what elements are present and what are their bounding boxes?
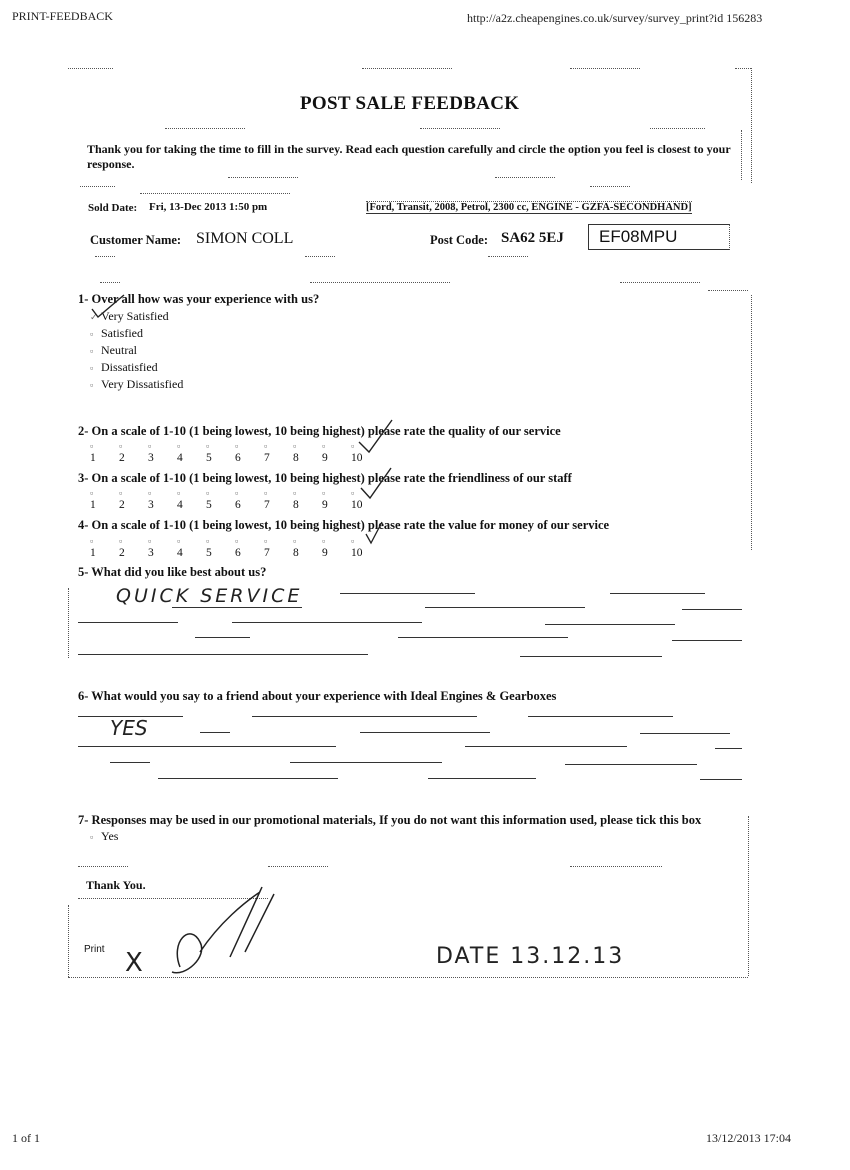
scan-dots <box>570 68 640 69</box>
scale-option-selected[interactable]: ▫10 <box>351 441 363 464</box>
scale-option[interactable]: ▫5 <box>206 488 212 511</box>
scale-option[interactable]: ▫8 <box>293 488 299 511</box>
thank-you-text: Thank You. <box>86 878 146 892</box>
question-2: 2- On a scale of 1-10 (1 being lowest, 10 being highest) please rate the quality of our service <box>78 424 561 438</box>
answer-line <box>195 637 250 638</box>
intro-text: Thank you for taking the time to fill in the survey. Read each question carefully and circle the option you feel is closest to your response. <box>87 142 731 171</box>
scan-dots <box>590 186 630 187</box>
scan-dots <box>95 256 115 257</box>
q1-option-dissatisfied[interactable] <box>90 360 158 375</box>
answer-line <box>78 654 368 655</box>
customer-name-label: Customer Name: <box>90 233 182 247</box>
scan-dots <box>495 177 555 178</box>
scale-option-selected[interactable]: ▫10 <box>351 536 363 559</box>
radio-icon: ▫ <box>90 380 94 390</box>
option-label: Very Satisfied <box>101 309 169 323</box>
answer-line <box>110 762 150 763</box>
scan-dots <box>100 282 120 283</box>
scan-dots <box>68 68 113 69</box>
answer-line <box>78 746 336 747</box>
answer-line <box>360 732 490 733</box>
print-header-title: PRINT-FEEDBACK <box>12 9 113 23</box>
answer-line <box>640 733 730 734</box>
scale-option[interactable]: ▫4 <box>177 536 183 559</box>
scale-option[interactable]: ▫9 <box>322 488 328 511</box>
answer-line <box>520 656 662 657</box>
scale-option[interactable]: ▫3 <box>148 536 154 559</box>
question-7: 7- Responses may be used in our promotional materials, If you do not want this information used, please tick this box <box>78 813 702 827</box>
answer-line <box>700 779 742 780</box>
handwritten-tick-q1 <box>88 293 128 321</box>
scale-option[interactable]: ▫4 <box>177 441 183 464</box>
q6-handwritten-answer[interactable]: YES <box>110 716 148 740</box>
handwritten-tick-q4 <box>362 520 386 546</box>
answer-line <box>78 622 178 623</box>
answer-line <box>428 778 536 779</box>
scale-option[interactable]: ▫7 <box>264 441 270 464</box>
scale-option[interactable]: ▫6 <box>235 488 241 511</box>
option-label: Satisfied <box>101 326 143 340</box>
scan-dots <box>420 128 500 129</box>
signature-x: X <box>125 948 143 978</box>
scale-option[interactable]: ▫6 <box>235 441 241 464</box>
scale-option[interactable]: ▫5 <box>206 441 212 464</box>
answer-line <box>340 593 475 594</box>
scan-dots <box>228 177 298 178</box>
answer-line <box>425 607 585 608</box>
form-border-right <box>748 816 749 976</box>
scale-option[interactable]: ▫3 <box>148 441 154 464</box>
scale-option[interactable]: ▫1 <box>90 441 96 464</box>
scan-dots <box>165 128 245 129</box>
form-border-left <box>68 905 69 977</box>
scale-option[interactable]: ▫3 <box>148 488 154 511</box>
answer-line <box>715 748 742 749</box>
q1-option-satisfied[interactable] <box>90 326 143 341</box>
registration-box: EF08MPU <box>588 224 730 250</box>
q2-scale <box>90 440 380 466</box>
handwritten-tick-q3 <box>358 466 394 502</box>
scale-option[interactable]: ▫4 <box>177 488 183 511</box>
scan-dots <box>620 282 700 283</box>
answer-line <box>672 640 742 641</box>
print-footer-datetime: 13/12/2013 17:04 <box>706 1131 792 1145</box>
scan-dots <box>268 866 328 867</box>
answer-line <box>528 716 673 717</box>
scale-option[interactable]: ▫1 <box>90 536 96 559</box>
scale-option[interactable]: ▫5 <box>206 536 212 559</box>
q3-scale <box>90 487 380 513</box>
option-label: Dissatisfied <box>101 360 158 374</box>
scale-option[interactable]: ▫7 <box>264 536 270 559</box>
scale-option[interactable]: ▫9 <box>322 441 328 464</box>
radio-icon: ▫ <box>90 363 94 373</box>
q4-scale <box>90 535 380 561</box>
print-footer-page: 1 of 1 <box>12 1131 40 1145</box>
scale-option[interactable]: ▫2 <box>119 441 125 464</box>
scale-option[interactable]: ▫2 <box>119 488 125 511</box>
q1-option-neutral[interactable] <box>90 343 137 358</box>
scan-dots <box>708 290 748 291</box>
scan-dots <box>78 866 128 867</box>
answer-line <box>290 762 442 763</box>
option-label: Very Dissatisfied <box>101 377 184 391</box>
question-1: 1- Over all how was your experience with us? <box>78 292 320 306</box>
answer-line <box>682 609 742 610</box>
answer-line <box>465 746 627 747</box>
answer-line <box>545 624 675 625</box>
scan-dots <box>735 68 751 69</box>
answer-line <box>200 732 230 733</box>
q5-handwritten-answer[interactable]: QUICK SERVICE <box>116 585 303 607</box>
scan-dots <box>80 186 115 187</box>
tick-mark: ✓ <box>90 312 98 322</box>
form-title: POST SALE FEEDBACK <box>300 93 520 114</box>
signature <box>150 882 290 982</box>
scale-option[interactable]: ▫7 <box>264 488 270 511</box>
scale-option[interactable]: ▫9 <box>322 536 328 559</box>
product-description: [Ford, Transit, 2008, Petrol, 2300 cc, ENGINE - GZFA-SECONDHAND] <box>366 202 692 213</box>
scale-option-selected[interactable]: ▫10 <box>351 488 363 511</box>
scan-dots <box>305 256 335 257</box>
print-label: Print <box>84 944 105 955</box>
scale-option[interactable]: ▫2 <box>119 536 125 559</box>
question-3: 3- On a scale of 1-10 (1 being lowest, 10 being highest) please rate the friendliness of our staff <box>78 471 572 485</box>
question-6: 6- What would you say to a friend about your experience with Ideal Engines & Gearboxes <box>78 689 557 703</box>
q7-option-yes[interactable] <box>90 829 118 844</box>
form-border-left <box>68 588 69 658</box>
answer-line <box>398 637 568 638</box>
option-label: Neutral <box>101 343 137 357</box>
scan-dots <box>310 282 450 283</box>
answer-line <box>232 622 422 623</box>
form-border-right <box>751 68 752 183</box>
answer-line <box>158 778 338 779</box>
question-4: 4- On a scale of 1-10 (1 being lowest, 10 being highest) please rate the value for money of our service <box>78 518 610 532</box>
scale-option[interactable]: ▫8 <box>293 441 299 464</box>
scale-option[interactable]: ▫1 <box>90 488 96 511</box>
scan-dots <box>650 128 705 129</box>
print-header-url: http://a2z.cheapengines.co.uk/survey/survey_print?id 156283 <box>467 11 763 25</box>
scan-dots <box>362 68 452 69</box>
answer-line <box>610 593 705 594</box>
q1-option-very-dissatisfied[interactable] <box>90 377 183 392</box>
question-5: 5- What did you like best about us? <box>78 565 267 579</box>
handwritten-tick-q2 <box>356 418 396 456</box>
answer-line <box>172 607 302 608</box>
customer-name-value: SIMON COLL <box>196 230 294 247</box>
radio-icon: ▫ <box>90 329 94 339</box>
form-border-right <box>751 295 752 550</box>
scan-dots <box>488 256 528 257</box>
scale-option[interactable]: ▫8 <box>293 536 299 559</box>
post-code-value: SA62 5EJ <box>501 230 564 246</box>
radio-icon: ▫ <box>90 346 94 356</box>
sold-date-value: Fri, 13-Dec 2013 1:50 pm <box>149 201 268 213</box>
handwritten-date: DATE 13.12.13 <box>436 944 625 969</box>
sold-date-label: Sold Date: <box>88 202 138 214</box>
option-label: Yes <box>101 829 119 843</box>
scale-option[interactable]: ▫6 <box>235 536 241 559</box>
scan-dots <box>140 193 290 194</box>
answer-line <box>252 716 477 717</box>
checkbox-icon: ▫ <box>90 832 94 842</box>
scan-dots <box>570 866 662 867</box>
answer-line <box>565 764 697 765</box>
post-code-label: Post Code: <box>430 233 488 247</box>
